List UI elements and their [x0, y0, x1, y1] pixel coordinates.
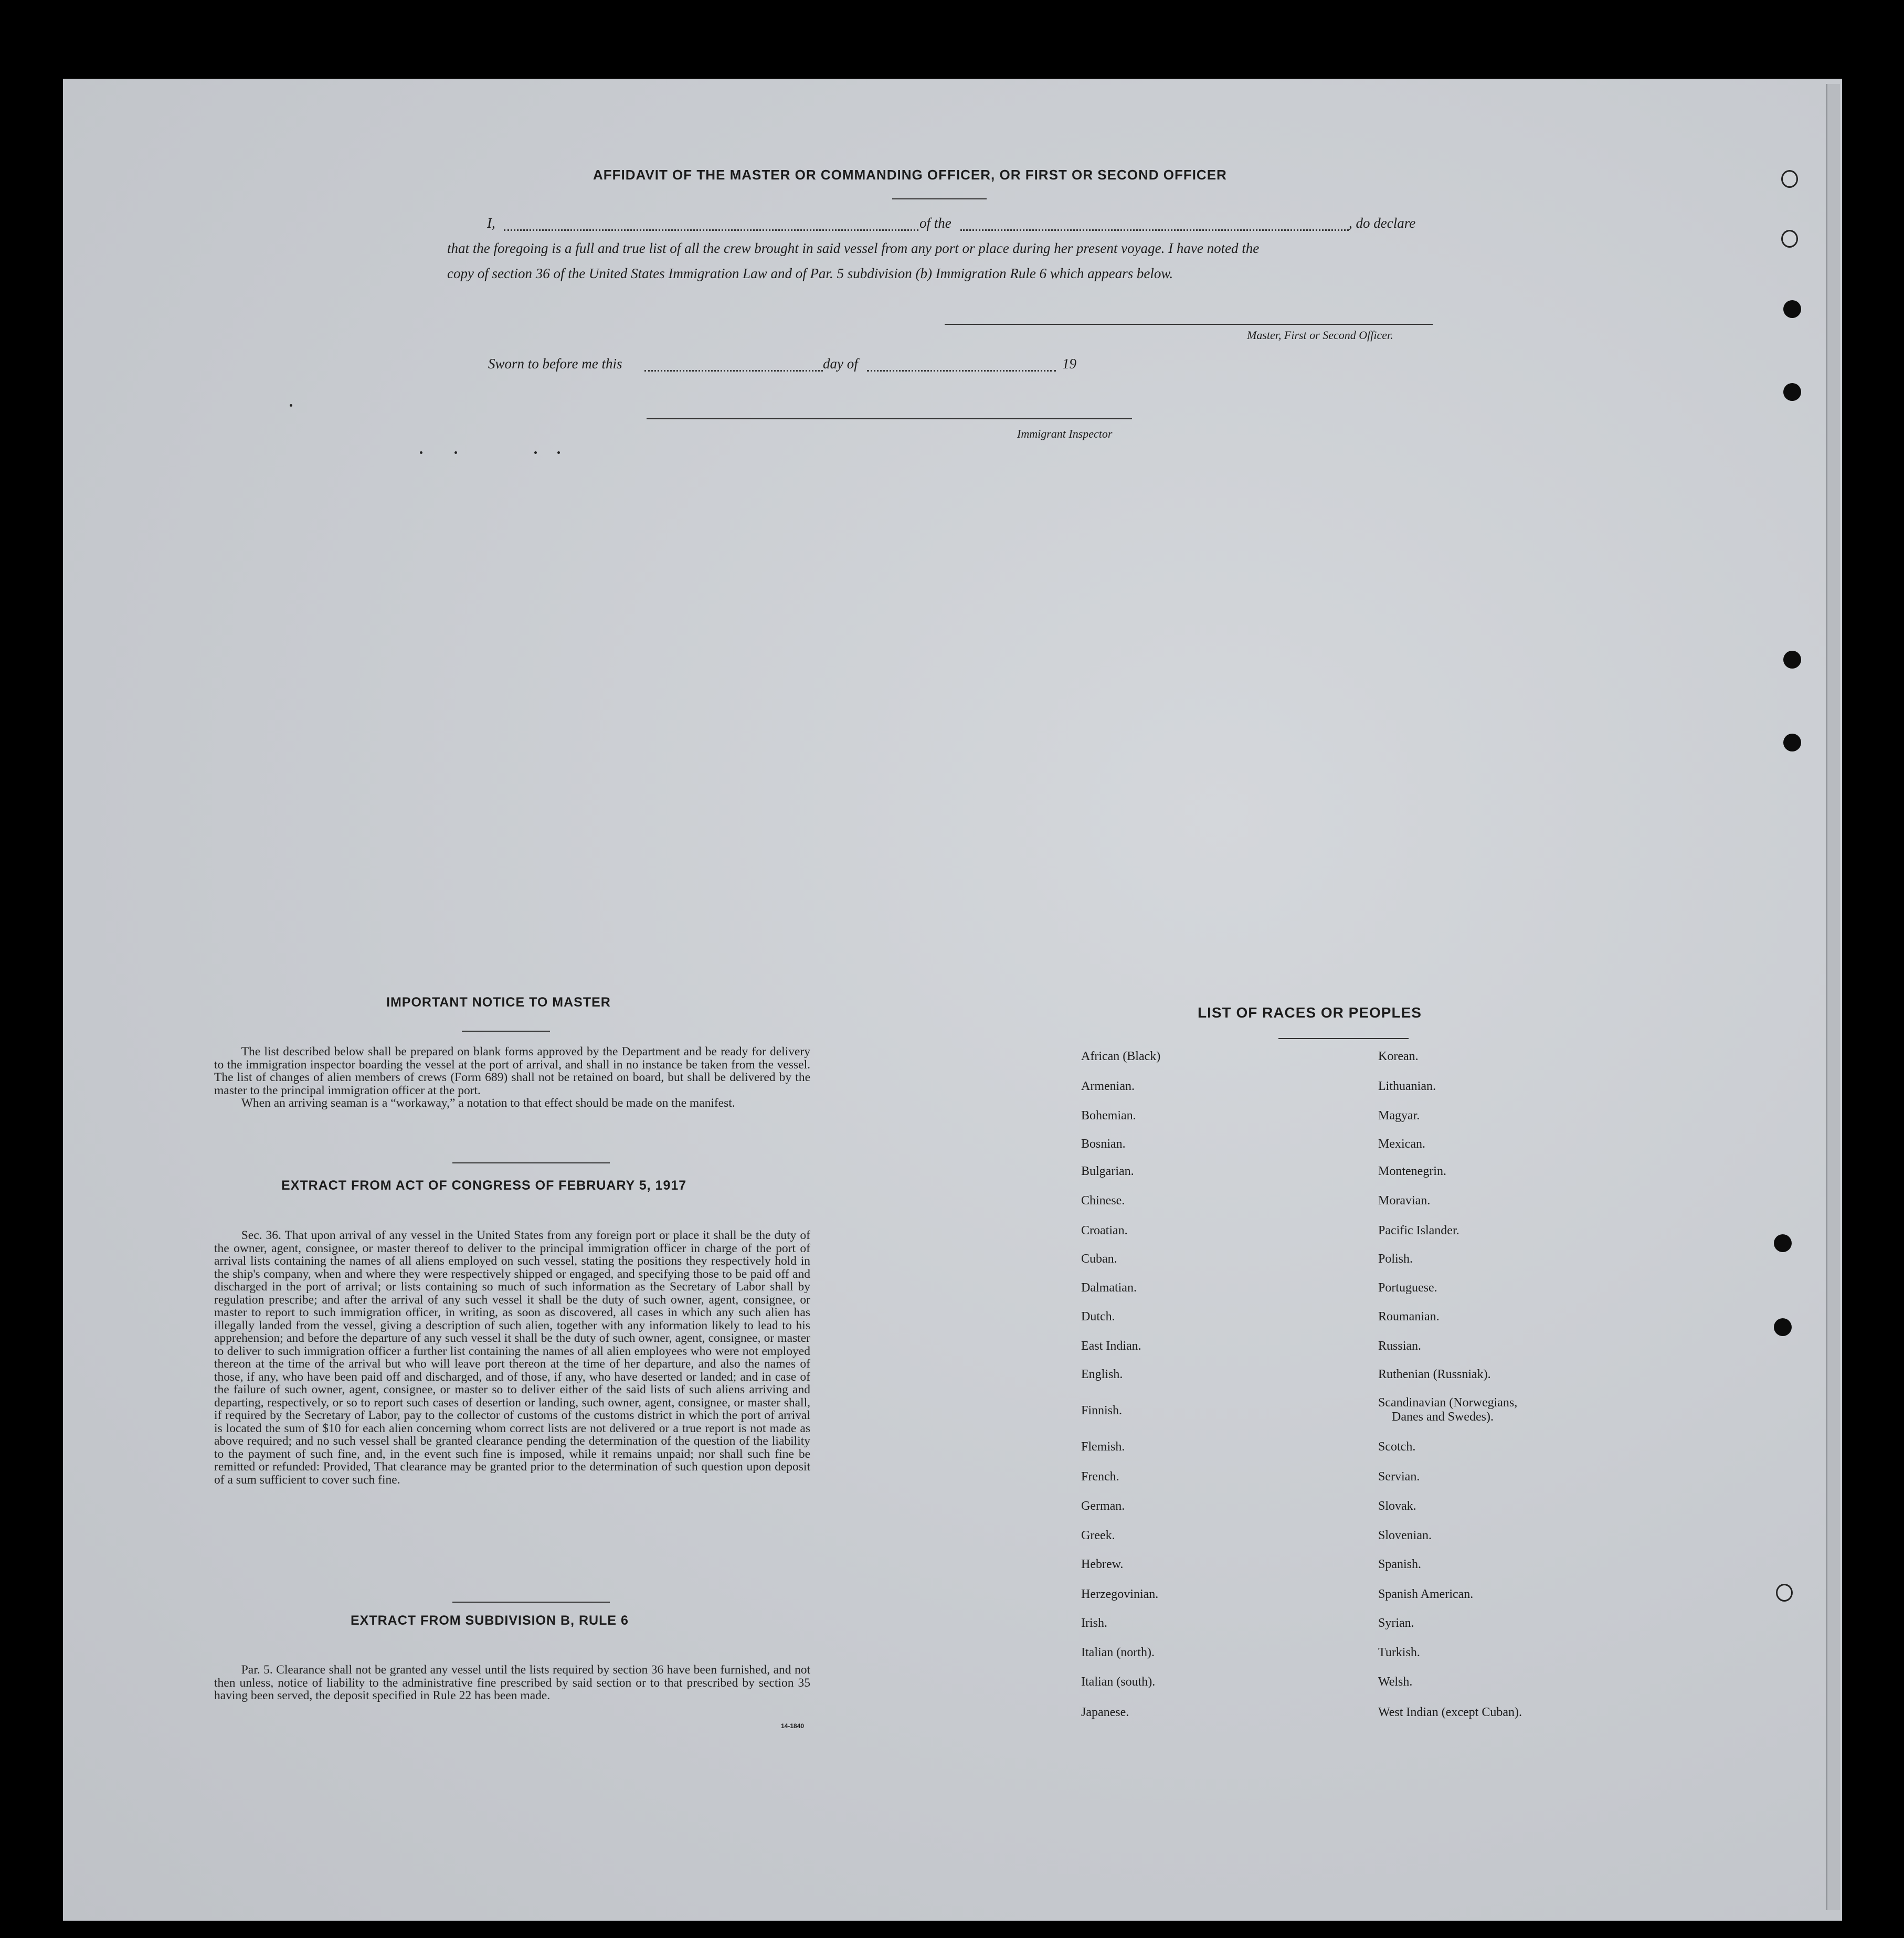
- document-sheet: [63, 79, 1842, 1921]
- race-item: Mexican.: [1378, 1137, 1425, 1151]
- race-item: Welsh.: [1378, 1675, 1413, 1689]
- race-item: Finnish.: [1081, 1404, 1123, 1417]
- binder-hole: [1783, 383, 1801, 401]
- rule-title: EXTRACT FROM SUBDIVISION B, RULE 6: [351, 1613, 629, 1628]
- race-item: Chinese.: [1081, 1194, 1125, 1208]
- section-rule-1: [452, 1162, 610, 1163]
- race-item: German.: [1081, 1499, 1125, 1513]
- affidavit-line2: that the foregoing is a full and true list of all the crew brought in said vessel from any port or place during her present voyage. I have noted the: [447, 240, 1260, 256]
- form-number: 14-1840: [781, 1722, 805, 1730]
- sworn-month-field[interactable]: [867, 370, 1056, 372]
- title-rule: [892, 198, 987, 199]
- race-item: Russian.: [1378, 1339, 1422, 1353]
- race-item: Slovak.: [1378, 1499, 1416, 1513]
- race-item: Spanish American.: [1378, 1587, 1474, 1601]
- race-item: Croatian.: [1081, 1224, 1128, 1237]
- master-caption: Master, First or Second Officer.: [1247, 329, 1393, 342]
- act-title: EXTRACT FROM ACT OF CONGRESS OF FEBRUARY 5, 1917: [281, 1178, 687, 1193]
- race-item: Armenian.: [1081, 1079, 1135, 1093]
- section-rule-2: [452, 1602, 610, 1603]
- binder-hole: [1783, 300, 1801, 318]
- races-title: LIST OF RACES OR PEOPLES: [1198, 1004, 1422, 1021]
- race-item-continuation: Danes and Swedes).: [1392, 1410, 1494, 1424]
- race-item: Syrian.: [1378, 1616, 1414, 1630]
- race-item: Bohemian.: [1081, 1109, 1136, 1122]
- race-item: Japanese.: [1081, 1706, 1129, 1719]
- act-section-36: Sec. 36. That upon arrival of any vessel in the United States from any foreign port or place it shall be the duty of the owner, agent, consignee, or master thereof to deliver to the principal immigration officer in charge of the port of arrival lists containing the names of all aliens employed on such vessel, stating the positions they respectively hold in the ship's company, when and where they were respectively shipped or engaged, and specifying those to be paid off and discharged in the port of arrival; or lists containing so much of such information as the Secretary of Labor shall by regulation prescribe; and after the arrival of any such vessel it shall be the duty of such owner, agent, consignee, or master to report to such immigration officer, in writing, as soon as discovered, all cases in which any such alien has illegally landed from the vessel, giving a description of such alien, together with any information likely to lead to his apprehension; and before the departure of any such vessel it shall be the duty of such owner, agent, consignee, or master to deliver to such immigration officer a further list containing the names of all alien employees who were not employed thereon at the time of the arrival but who will leave port thereon at the time of her departure, and also the names of those, if any, who have been paid off and discharged, and of those, if any, who have deserted or landed; and in case of the failure of such owner, agent, consignee, or master so to deliver either of the said lists of such aliens arriving and departing, respectively, or so to report such cases of desertion or landing, such owner, agent, consignee, or master shall, if required by the Secretary of Labor, pay to the collector of customs of the customs district in which the port of arrival is located the sum of $10 for each alien concerning whom correct lists are not delivered or a true report is not made as above required; and no such vessel shall be granted clearance pending the determination of the question of the liability to the payment of such fine, and, in the event such fine is imposed, while it remains unpaid; nor shall such fine be remitted or refunded: Provided, That clearance may be granted prior to the determination of such question upon deposit of a sum sufficient to cover such fine.: [214, 1229, 810, 1487]
- rule-par-5: Par. 5. Clearance shall not be granted any vessel until the lists required by section 36 have been furnished, and not then unless, notice of liability to the administrative fine prescribed by said section or to that prescribed by section 35 having been served, the deposit specified in Rule 22 has been made.: [214, 1663, 810, 1702]
- race-item: Greek.: [1081, 1529, 1115, 1542]
- race-item: Pacific Islander.: [1378, 1224, 1459, 1237]
- affidavit-i: I,: [487, 215, 495, 231]
- race-item: Slovenian.: [1378, 1529, 1432, 1542]
- sworn-day-of: day of: [823, 356, 858, 372]
- race-item: Turkish.: [1378, 1646, 1420, 1659]
- race-item: Lithuanian.: [1378, 1079, 1436, 1093]
- binder-hole: [1781, 230, 1798, 248]
- race-item: Cuban.: [1081, 1252, 1117, 1266]
- affidavit-declare: , do declare: [1349, 215, 1416, 231]
- speck: [557, 451, 560, 454]
- binder-hole: [1776, 1584, 1793, 1602]
- race-item: Bulgarian.: [1081, 1164, 1134, 1178]
- page-edge: [1826, 84, 1840, 1910]
- race-item: Dalmatian.: [1081, 1281, 1137, 1295]
- notice-body: [214, 1045, 810, 1110]
- binder-hole: [1774, 1234, 1792, 1252]
- affidavit-of-the: of the: [919, 215, 951, 231]
- name-field[interactable]: [504, 229, 918, 231]
- affidavit-title: AFFIDAVIT OF THE MASTER OR COMMANDING OFFICER, OR FIRST OR SECOND OFFICER: [593, 167, 1227, 183]
- race-item: Magyar.: [1378, 1109, 1420, 1122]
- race-item: Montenegrin.: [1378, 1164, 1446, 1178]
- affidavit-line3: copy of section 36 of the United States Immigration Law and of Par. 5 subdivision (b) Immigration Rule 6 which appears below.: [447, 266, 1173, 281]
- sworn-prefix: Sworn to before me this: [488, 356, 622, 372]
- speck: [420, 451, 422, 454]
- race-item: Scandinavian (Norwegians,: [1378, 1396, 1518, 1410]
- race-item: English.: [1081, 1368, 1123, 1381]
- race-item: Italian (south).: [1081, 1675, 1156, 1689]
- sworn-day-field[interactable]: [644, 370, 823, 372]
- race-item: Irish.: [1081, 1616, 1107, 1630]
- race-item: Hebrew.: [1081, 1558, 1124, 1571]
- races-rule: [1278, 1038, 1409, 1039]
- race-item: Herzegovinian.: [1081, 1587, 1159, 1601]
- binder-hole: [1783, 651, 1801, 669]
- inspector-signature-line[interactable]: [647, 418, 1132, 419]
- race-item: East Indian.: [1081, 1339, 1141, 1353]
- binder-hole: [1781, 170, 1798, 188]
- race-item: Korean.: [1378, 1050, 1419, 1063]
- race-item: French.: [1081, 1470, 1119, 1484]
- master-signature-line[interactable]: [945, 324, 1433, 325]
- notice-para2: When an arriving seaman is a “workaway,” a notation to that effect should be made on the manifest.: [241, 1096, 735, 1110]
- race-item: Italian (north).: [1081, 1646, 1155, 1659]
- binder-hole: [1774, 1318, 1792, 1336]
- notice-rule: [462, 1031, 550, 1032]
- race-item: Polish.: [1378, 1252, 1413, 1266]
- speck: [454, 451, 457, 454]
- notice-para1: The list described below shall be prepared on blank forms approved by the Department and be ready for delivery to the immigration inspector boarding the vessel at the port of arrival, and shall in no instance be taken from the vessel. The list of changes of alien members of crews (Form 689) shall not be retained on board, but shall be delivered by the master to the principal immigration officer at the port.: [214, 1045, 810, 1097]
- race-item: Servian.: [1378, 1470, 1420, 1484]
- race-item: Bosnian.: [1081, 1137, 1126, 1151]
- speck: [290, 404, 292, 407]
- race-item: Ruthenian (Russniak).: [1378, 1368, 1491, 1381]
- sworn-year: 19: [1062, 356, 1076, 372]
- race-item: Flemish.: [1081, 1440, 1125, 1454]
- race-item: Roumanian.: [1378, 1310, 1440, 1323]
- race-item: West Indian (except Cuban).: [1378, 1706, 1522, 1719]
- race-item: Spanish.: [1378, 1558, 1422, 1571]
- notice-title: IMPORTANT NOTICE TO MASTER: [386, 995, 611, 1010]
- race-item: African (Black): [1081, 1050, 1161, 1063]
- race-item: Moravian.: [1378, 1194, 1431, 1208]
- speck: [534, 451, 537, 454]
- race-item: Dutch.: [1081, 1310, 1115, 1323]
- binder-hole: [1783, 734, 1801, 751]
- race-item: Scotch.: [1378, 1440, 1416, 1454]
- act-body: [214, 1229, 810, 1486]
- race-item: Portuguese.: [1378, 1281, 1437, 1295]
- vessel-field[interactable]: [960, 229, 1349, 231]
- inspector-caption: Immigrant Inspector: [1017, 427, 1113, 440]
- rule-body: [214, 1664, 810, 1702]
